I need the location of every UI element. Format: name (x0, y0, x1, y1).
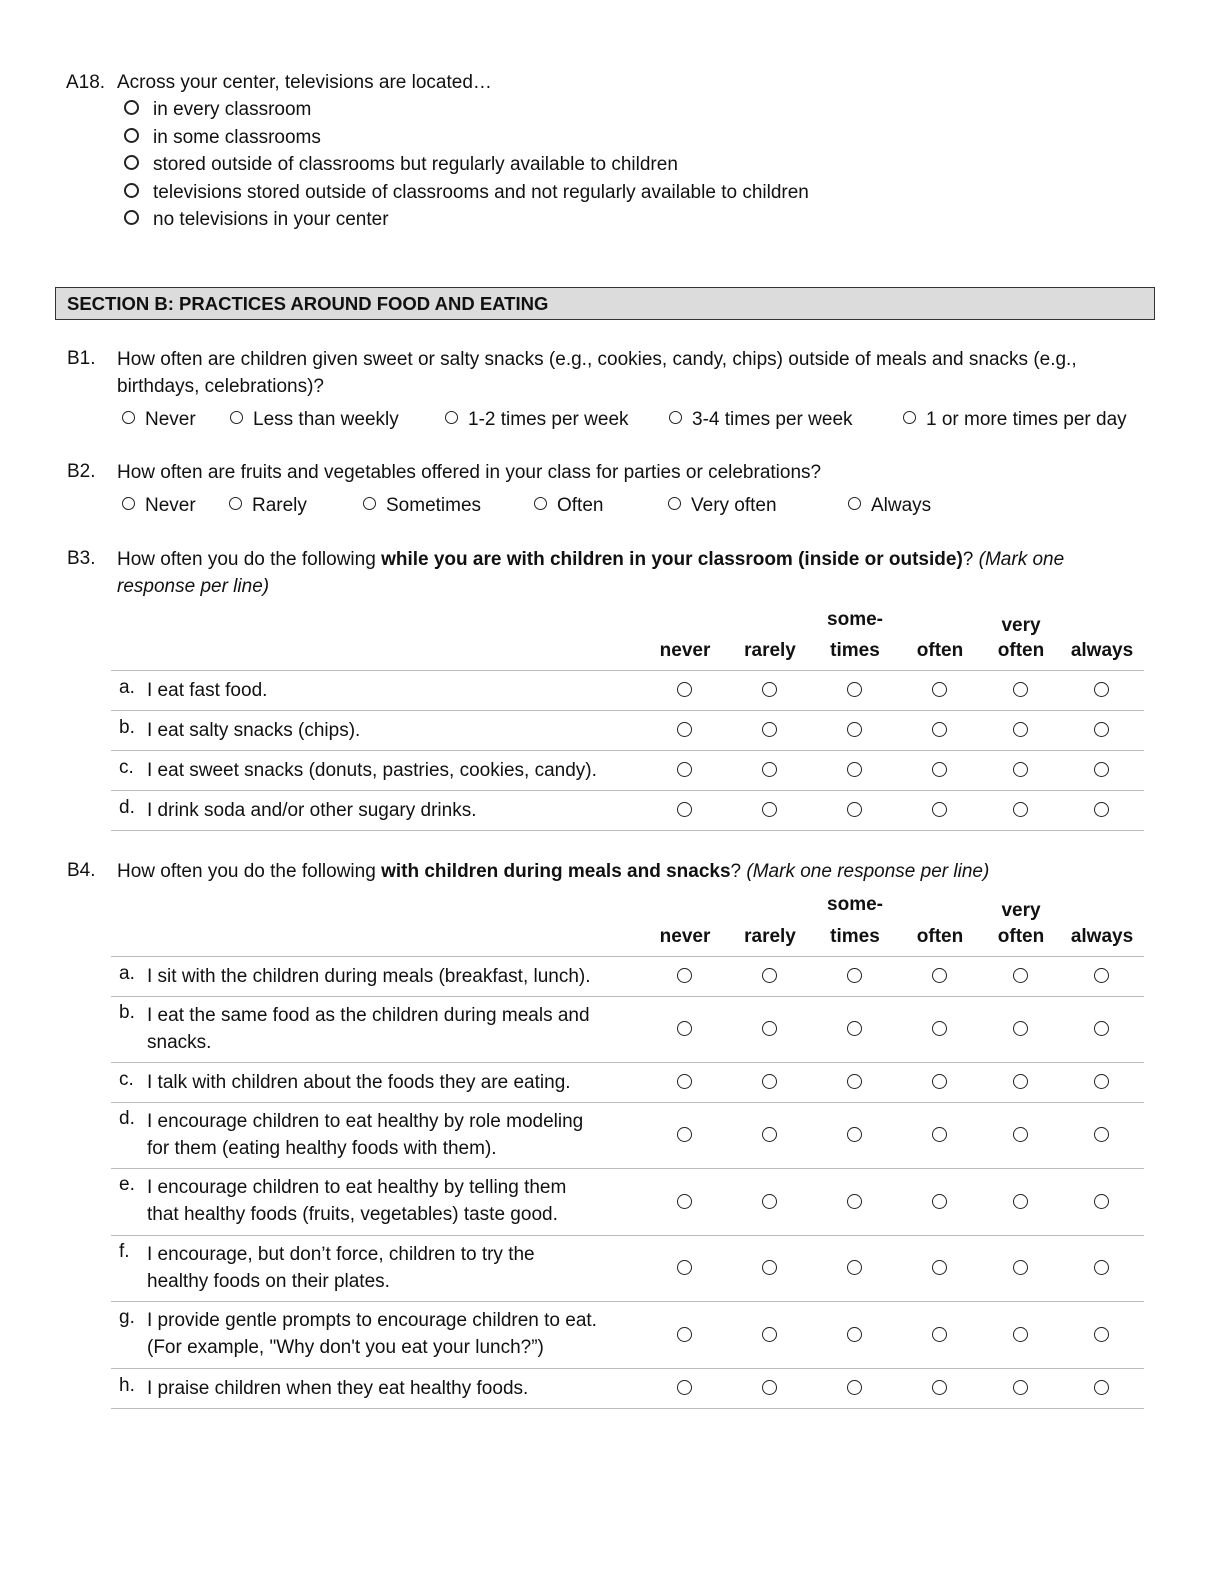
a18-number: A18. (66, 72, 106, 93)
response-cell[interactable] (1013, 968, 1029, 984)
response-cell[interactable] (1094, 1327, 1110, 1343)
radio-button-icon[interactable] (1013, 968, 1028, 983)
response-cell[interactable] (932, 762, 948, 778)
radio-button-icon[interactable] (762, 1327, 777, 1342)
radio-button-icon[interactable] (932, 1194, 947, 1209)
radio-button-icon[interactable] (1094, 682, 1109, 697)
response-cell[interactable] (677, 762, 693, 778)
response-cell[interactable] (1094, 762, 1110, 778)
table-rule (111, 790, 1144, 791)
response-cell[interactable] (847, 1327, 863, 1343)
radio-button-icon[interactable] (762, 1380, 777, 1395)
radio-button-icon[interactable] (762, 722, 777, 737)
response-cell[interactable] (1013, 1260, 1029, 1276)
header-sometimes-1: some- (827, 609, 883, 630)
response-cell[interactable] (1094, 1021, 1110, 1037)
radio-button-icon[interactable] (534, 497, 547, 510)
row-text-line1: I eat the same food as the children during meals and (147, 1005, 590, 1026)
radio-button-icon[interactable] (124, 183, 139, 198)
row-text-line1: I talk with children about the foods they are eating. (147, 1072, 571, 1093)
b4-question-bold: with children during meals and snacks (381, 861, 731, 882)
response-cell[interactable] (932, 1327, 948, 1343)
response-cell[interactable] (677, 802, 693, 818)
b1-option[interactable] (903, 407, 1127, 433)
b2-option[interactable] (848, 493, 931, 519)
radio-button-icon[interactable] (1094, 1194, 1109, 1209)
b3-question-pre: How often you do the following (117, 549, 382, 570)
table-rule (111, 750, 1144, 751)
row-text (147, 1307, 637, 1361)
b3-question (117, 546, 1157, 600)
row-text (147, 1002, 637, 1056)
row-text-line2: (For example, "Why don't you eat your lunch?”) (147, 1337, 544, 1358)
response-cell[interactable] (1094, 1260, 1110, 1276)
radio-button-icon[interactable] (903, 411, 916, 424)
row-letter: a. (119, 677, 135, 698)
response-cell[interactable] (932, 1194, 948, 1210)
radio-button-icon[interactable] (847, 1127, 862, 1142)
radio-button-icon[interactable] (1013, 682, 1028, 697)
response-cell[interactable] (1094, 802, 1110, 818)
radio-button-icon[interactable] (677, 1260, 692, 1275)
radio-button-icon[interactable] (445, 411, 458, 424)
response-cell[interactable] (1094, 1380, 1110, 1396)
b2-option[interactable] (668, 493, 777, 519)
b1-option-label: Never (145, 409, 196, 430)
response-cell[interactable] (847, 1021, 863, 1037)
row-text (147, 1375, 637, 1402)
response-cell[interactable] (677, 1260, 693, 1276)
radio-button-icon[interactable] (932, 1127, 947, 1142)
header-col-often: often (916, 640, 964, 661)
radio-button-icon[interactable] (1013, 1380, 1028, 1395)
response-cell[interactable] (762, 1380, 778, 1396)
b1-option[interactable] (445, 407, 629, 433)
header-sometimes-2: times (830, 926, 880, 947)
radio-button-icon[interactable] (762, 1260, 777, 1275)
radio-button-icon[interactable] (932, 1260, 947, 1275)
radio-button-icon[interactable] (1013, 1074, 1028, 1089)
response-cell[interactable] (1094, 682, 1110, 698)
a18-option[interactable] (124, 152, 678, 178)
row-text-line1: I provide gentle prompts to encourage children to eat. (147, 1310, 597, 1331)
b2-option-label: Rarely (252, 495, 307, 516)
b3-number: B3. (67, 548, 96, 569)
radio-button-icon[interactable] (932, 762, 947, 777)
b4-question-mid: ? (730, 861, 747, 882)
b3-question-bold: while you are with children in your classroom (inside or outside) (381, 549, 963, 570)
b3-question-italic2: response per line) (117, 576, 270, 597)
a18-option-label: in some classrooms (153, 127, 321, 148)
b2-option[interactable] (122, 493, 196, 519)
radio-button-icon[interactable] (677, 1021, 692, 1036)
radio-button-icon[interactable] (847, 968, 862, 983)
response-cell[interactable] (847, 1127, 863, 1143)
row-letter: b. (119, 1002, 135, 1023)
a18-option-label: stored outside of classrooms but regularly available to children (153, 154, 678, 175)
radio-button-icon[interactable] (677, 1380, 692, 1395)
header-sometimes-2: times (830, 640, 880, 661)
response-cell[interactable] (762, 968, 778, 984)
radio-button-icon[interactable] (229, 497, 242, 510)
b2-option-label: Sometimes (386, 495, 482, 516)
radio-button-icon[interactable] (847, 722, 862, 737)
radio-button-icon[interactable] (1094, 1260, 1109, 1275)
radio-button-icon[interactable] (122, 411, 135, 424)
table-rule (111, 670, 1144, 671)
table-rule (111, 1235, 1144, 1236)
row-text-line1: I sit with the children during meals (breakfast, lunch). (147, 966, 591, 987)
b2-option-label: Never (145, 495, 196, 516)
response-cell[interactable] (762, 1260, 778, 1276)
response-cell[interactable] (762, 1327, 778, 1343)
row-letter: f. (119, 1241, 130, 1262)
radio-button-icon[interactable] (124, 155, 139, 170)
radio-button-icon[interactable] (932, 722, 947, 737)
a18-option[interactable] (124, 125, 321, 151)
radio-button-icon[interactable] (677, 802, 692, 817)
row-letter: c. (119, 757, 134, 778)
response-cell[interactable] (677, 968, 693, 984)
response-cell[interactable] (932, 1021, 948, 1037)
row-letter: a. (119, 963, 135, 984)
response-cell[interactable] (677, 1380, 693, 1396)
row-text-line1: I praise children when they eat healthy foods. (147, 1378, 529, 1399)
radio-button-icon[interactable] (124, 128, 139, 143)
response-cell[interactable] (1094, 1127, 1110, 1143)
response-cell[interactable] (847, 1194, 863, 1210)
row-letter: h. (119, 1375, 135, 1396)
header-col-often: often (916, 926, 964, 947)
response-cell[interactable] (762, 1021, 778, 1037)
b4-question (117, 858, 1157, 885)
response-cell[interactable] (677, 1074, 693, 1090)
radio-button-icon[interactable] (1094, 1074, 1109, 1089)
b4-question-pre: How often you do the following (117, 861, 382, 882)
radio-button-icon[interactable] (762, 968, 777, 983)
radio-button-icon[interactable] (762, 762, 777, 777)
response-cell[interactable] (847, 682, 863, 698)
response-cell[interactable] (1013, 1327, 1029, 1343)
header-sometimes-1: some- (827, 894, 883, 915)
b2-number: B2. (67, 461, 96, 482)
response-cell[interactable] (762, 722, 778, 738)
a18-option[interactable] (124, 180, 809, 206)
radio-button-icon[interactable] (677, 1127, 692, 1142)
b1-option-label: 3-4 times per week (692, 409, 853, 430)
row-text (147, 1174, 637, 1228)
response-cell[interactable] (847, 1380, 863, 1396)
row-text (147, 1241, 637, 1295)
b2-option-label: Very often (691, 495, 777, 516)
row-text (147, 1069, 637, 1096)
header-col-always: always (1070, 640, 1134, 661)
a18-option[interactable] (124, 97, 311, 123)
response-cell[interactable] (1094, 722, 1110, 738)
b2-option[interactable] (229, 493, 307, 519)
row-text-line1: I encourage children to eat healthy by telling them (147, 1177, 567, 1198)
response-cell[interactable] (762, 1127, 778, 1143)
b1-number: B1. (67, 348, 96, 369)
radio-button-icon[interactable] (668, 497, 681, 510)
response-cell[interactable] (1094, 1194, 1110, 1210)
radio-button-icon[interactable] (847, 1260, 862, 1275)
radio-button-icon[interactable] (1094, 1380, 1109, 1395)
radio-button-icon[interactable] (1013, 1260, 1028, 1275)
b1-option[interactable] (122, 407, 196, 433)
response-cell[interactable] (677, 1327, 693, 1343)
radio-button-icon[interactable] (932, 968, 947, 983)
b1-option[interactable] (669, 407, 853, 433)
radio-button-icon[interactable] (847, 1327, 862, 1342)
row-text: I eat sweet snacks (donuts, pastries, cookies, candy). (147, 760, 597, 781)
response-cell[interactable] (932, 1380, 948, 1396)
response-cell[interactable] (1013, 682, 1029, 698)
response-cell[interactable] (1013, 1021, 1029, 1037)
a18-option-label: no televisions in your center (153, 209, 389, 230)
response-cell[interactable] (1013, 1127, 1029, 1143)
response-cell[interactable] (932, 682, 948, 698)
radio-button-icon[interactable] (677, 968, 692, 983)
b3-question-mid: ? (962, 549, 979, 570)
radio-button-icon[interactable] (762, 1127, 777, 1142)
radio-button-icon[interactable] (847, 1194, 862, 1209)
radio-button-icon[interactable] (1013, 762, 1028, 777)
table-rule (111, 996, 1144, 997)
a18-option[interactable] (124, 207, 389, 233)
b1-question (117, 346, 1157, 400)
radio-button-icon[interactable] (932, 1327, 947, 1342)
b1-question-line2: birthdays, celebrations)? (117, 376, 324, 397)
radio-button-icon[interactable] (762, 802, 777, 817)
table-rule (111, 1168, 1144, 1169)
table-rule (111, 1368, 1144, 1369)
response-cell[interactable] (847, 1074, 863, 1090)
response-cell[interactable] (847, 968, 863, 984)
header-col-rarely: rarely (744, 926, 796, 947)
a18-option-label: in every classroom (153, 99, 312, 120)
header-very-often_1: very (1001, 900, 1041, 921)
response-cell[interactable] (932, 1260, 948, 1276)
radio-button-icon[interactable] (847, 1021, 862, 1036)
radio-button-icon[interactable] (1013, 802, 1028, 817)
response-cell[interactable] (1013, 722, 1029, 738)
header-col-always: always (1070, 926, 1134, 947)
a18-question: Across your center, televisions are located… (117, 72, 492, 93)
table-rule (111, 710, 1144, 711)
response-cell[interactable] (762, 1074, 778, 1090)
radio-button-icon[interactable] (677, 1327, 692, 1342)
b1-question-line1: How often are children given sweet or salty snacks (e.g., cookies, candy, chips) outside of meals and snacks (e.g., (117, 349, 1077, 370)
b1-option-label: 1 or more times per day (926, 409, 1127, 430)
row-letter: g. (119, 1307, 135, 1328)
row-text-line1: I encourage children to eat healthy by role modeling (147, 1111, 584, 1132)
response-cell[interactable] (1013, 802, 1029, 818)
response-cell[interactable] (1094, 968, 1110, 984)
response-cell[interactable] (847, 802, 863, 818)
row-text: I eat salty snacks (chips). (147, 720, 361, 741)
section-b-header: SECTION B: PRACTICES AROUND FOOD AND EATING (55, 287, 1155, 320)
radio-button-icon[interactable] (124, 100, 139, 115)
table-rule (111, 1062, 1144, 1063)
response-cell[interactable] (847, 1260, 863, 1276)
row-letter: c. (119, 1069, 134, 1090)
radio-button-icon[interactable] (848, 497, 861, 510)
response-cell[interactable] (847, 722, 863, 738)
radio-button-icon[interactable] (847, 1074, 862, 1089)
response-cell[interactable] (932, 1127, 948, 1143)
radio-button-icon[interactable] (1013, 1127, 1028, 1142)
response-cell[interactable] (1013, 1194, 1029, 1210)
row-letter: d. (119, 797, 135, 818)
radio-button-icon[interactable] (762, 1021, 777, 1036)
row-text (147, 1108, 637, 1162)
radio-button-icon[interactable] (1094, 1327, 1109, 1342)
radio-button-icon[interactable] (847, 802, 862, 817)
row-text (147, 963, 637, 990)
radio-button-icon[interactable] (677, 722, 692, 737)
table-rule (111, 1301, 1144, 1302)
response-cell[interactable] (677, 722, 693, 738)
table-rule (111, 1408, 1144, 1409)
radio-button-icon[interactable] (1094, 762, 1109, 777)
b1-option-label: Less than weekly (253, 409, 399, 430)
response-cell[interactable] (1013, 1380, 1029, 1396)
radio-button-icon[interactable] (1094, 1021, 1109, 1036)
response-cell[interactable] (677, 682, 693, 698)
response-cell[interactable] (1013, 762, 1029, 778)
a18-option-label: televisions stored outside of classrooms and not regularly available to children (153, 182, 809, 203)
response-cell[interactable] (762, 802, 778, 818)
table-rule (111, 956, 1144, 957)
radio-button-icon[interactable] (762, 682, 777, 697)
radio-button-icon[interactable] (1013, 1021, 1028, 1036)
radio-button-icon[interactable] (677, 1074, 692, 1089)
row-text-line2: snacks. (147, 1032, 212, 1053)
radio-button-icon[interactable] (932, 1380, 947, 1395)
radio-button-icon[interactable] (677, 682, 692, 697)
radio-button-icon[interactable] (677, 1194, 692, 1209)
radio-button-icon[interactable] (1094, 1127, 1109, 1142)
b1-option[interactable] (230, 407, 399, 433)
radio-button-icon[interactable] (932, 1021, 947, 1036)
response-cell[interactable] (847, 762, 863, 778)
radio-button-icon[interactable] (363, 497, 376, 510)
header-col-never: never (659, 640, 711, 661)
response-cell[interactable] (762, 1194, 778, 1210)
radio-button-icon[interactable] (124, 210, 139, 225)
row-text-line1: I encourage, but don’t force, children to try the (147, 1244, 535, 1265)
header-col-rarely: rarely (744, 640, 796, 661)
radio-button-icon[interactable] (1013, 1327, 1028, 1342)
radio-button-icon[interactable] (669, 411, 682, 424)
response-cell[interactable] (1094, 1074, 1110, 1090)
response-cell[interactable] (1013, 1074, 1029, 1090)
radio-button-icon[interactable] (1013, 722, 1028, 737)
radio-button-icon[interactable] (932, 802, 947, 817)
radio-button-icon[interactable] (847, 762, 862, 777)
response-cell[interactable] (932, 722, 948, 738)
row-letter: d. (119, 1108, 135, 1129)
row-text: I drink soda and/or other sugary drinks. (147, 800, 477, 821)
row-letter: b. (119, 717, 135, 738)
b4-number: B4. (67, 860, 96, 881)
row-text: I eat fast food. (147, 680, 268, 701)
response-cell[interactable] (932, 1074, 948, 1090)
response-cell[interactable] (677, 1194, 693, 1210)
radio-button-icon[interactable] (762, 1074, 777, 1089)
response-cell[interactable] (677, 1021, 693, 1037)
radio-button-icon[interactable] (1094, 802, 1109, 817)
radio-button-icon[interactable] (847, 1380, 862, 1395)
b1-option-label: 1-2 times per week (468, 409, 629, 430)
row-text-line2: for them (eating healthy foods with them). (147, 1138, 497, 1159)
response-cell[interactable] (932, 802, 948, 818)
radio-button-icon[interactable] (1013, 1194, 1028, 1209)
b2-option[interactable] (534, 493, 603, 519)
header-very-often_1: very (1001, 615, 1041, 636)
header-col-never: never (659, 926, 711, 947)
row-text-line2: that healthy foods (fruits, vegetables) taste good. (147, 1204, 558, 1225)
b4-question-italic: (Mark one response per line) (746, 861, 990, 882)
radio-button-icon[interactable] (230, 411, 243, 424)
b2-question: How often are fruits and vegetables offered in your class for parties or celebrations? (117, 462, 822, 483)
radio-button-icon[interactable] (762, 1194, 777, 1209)
b3-question-italic1: (Mark one (978, 549, 1065, 570)
response-cell[interactable] (677, 1127, 693, 1143)
radio-button-icon[interactable] (932, 1074, 947, 1089)
table-rule (111, 1102, 1144, 1103)
b2-option[interactable] (363, 493, 481, 519)
radio-button-icon[interactable] (847, 682, 862, 697)
radio-button-icon[interactable] (122, 497, 135, 510)
radio-button-icon[interactable] (1094, 968, 1109, 983)
radio-button-icon[interactable] (1094, 722, 1109, 737)
radio-button-icon[interactable] (932, 682, 947, 697)
row-text-line2: healthy foods on their plates. (147, 1271, 390, 1292)
row-letter: e. (119, 1174, 135, 1195)
table-rule (111, 830, 1144, 831)
header-very-often_2: often (997, 926, 1045, 947)
response-cell[interactable] (932, 968, 948, 984)
b2-option-label: Often (557, 495, 604, 516)
response-cell[interactable] (762, 682, 778, 698)
radio-button-icon[interactable] (677, 762, 692, 777)
b2-option-label: Always (871, 495, 932, 516)
header-very-often_2: often (997, 640, 1045, 661)
response-cell[interactable] (762, 762, 778, 778)
